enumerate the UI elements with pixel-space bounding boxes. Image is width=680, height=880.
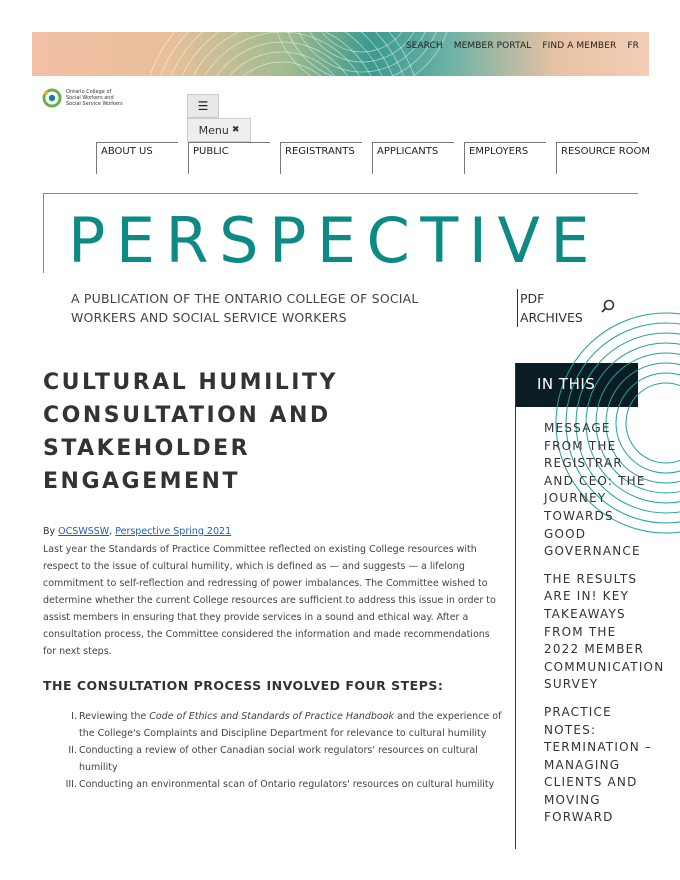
publication-title: PERSPECTIVE (68, 204, 601, 277)
nav-registrants[interactable]: REGISTRANTS (280, 142, 362, 174)
nav-public[interactable]: PUBLIC (188, 142, 270, 174)
step-number: II. (68, 745, 77, 756)
sidebar-divider (515, 363, 516, 849)
sidebar-heading: IN THIS (537, 375, 596, 393)
search-icon[interactable] (600, 299, 616, 315)
top-link-language[interactable]: FR (627, 41, 639, 51)
top-link-member-portal[interactable]: MEMBER PORTAL (453, 41, 532, 51)
top-banner-bar (32, 32, 649, 76)
consultation-steps-list (63, 708, 503, 793)
logo-text: Ontario College of Social Workers and Social Service Workers (66, 89, 123, 107)
publication-subtitle: A PUBLICATION OF THE ONTARIO COLLEGE OF SOCIAL WORKERS AND SOCIAL SERVICE WORKERS (71, 291, 419, 325)
hamburger-menu-button[interactable] (187, 94, 219, 118)
nav-applicants[interactable]: APPLICANTS (372, 142, 454, 174)
sidebar-article-link[interactable]: THE RESULTS ARE IN! KEY TAKEAWAYS FROM THE 2022 MEMBER COMMUNICATION SURVEY (544, 571, 665, 692)
college-logo-icon (42, 88, 62, 108)
step-number: I. (71, 711, 77, 722)
nav-about-us[interactable]: ABOUT US (96, 142, 178, 174)
section-heading: THE CONSULTATION PROCESS INVOLVED FOUR STEPS: (43, 678, 444, 693)
author-link[interactable]: OCSWSSW (58, 526, 110, 537)
step-text: Conducting a review of other Canadian social work regulators' resources on cultural humility (79, 745, 478, 773)
issue-link[interactable]: Perspective Spring 2021 (115, 526, 232, 537)
top-link-search[interactable]: SEARCH (405, 41, 443, 51)
menu-close-button[interactable] (187, 118, 251, 142)
site-logo[interactable] (42, 88, 126, 108)
article-title: CULTURAL HUMILITY CONSULTATION AND STAKEHOLDER ENGAGEMENT (43, 370, 338, 494)
article-body: Last year the Standards of Practice Committee reflected on existing College resources with respect to the issue of cultural humility, which is defined as — and suggests — a lifelong commitment to self-reflection and redressing of power imbalances. The Committee wished to determine whether the current College resources are sufficient to address this issue in order to assist members in ensuring that they provide services in a sound and ethical way. After a consultation process, the Committee considered the information and made recommendations for next steps. (43, 544, 496, 657)
list-item (63, 742, 503, 776)
pdf-archives-link[interactable] (517, 289, 583, 327)
top-link-find-member[interactable]: FIND A MEMBER (542, 41, 617, 51)
sidebar-article-list (544, 420, 665, 837)
sidebar-article-link[interactable]: PRACTICE NOTES: TERMINATION – MANAGING CLIENTS AND MOVING FORWARD (544, 704, 653, 825)
nav-employers[interactable]: EMPLOYERS (464, 142, 546, 174)
hamburger-icon: ☰ (197, 99, 209, 113)
list-item (63, 708, 503, 742)
sidebar-heading-panel (516, 363, 638, 407)
byline-separator: , (109, 526, 116, 537)
step-number: III. (65, 779, 77, 790)
archives-label: ARCHIVES (520, 310, 583, 325)
step-text: Conducting an environmental scan of Ontario regulators' resources on cultural humility (79, 779, 495, 790)
nav-resource-room[interactable]: RESOURCE ROOM (556, 142, 638, 174)
menu-label: Menu (198, 123, 229, 137)
step-text: Reviewing the (79, 711, 150, 722)
pdf-label: PDF (520, 291, 545, 306)
list-item (63, 776, 503, 793)
step-emphasis: Code of Ethics and Standards of Practice Handbook (149, 711, 395, 722)
sidebar-article-link[interactable]: MESSAGE FROM THE REGISTRAR AND CEO: THE JOURNEY TOWARDS GOOD GOVERNANCE (544, 421, 646, 559)
wave-pattern-decoration (32, 32, 649, 76)
close-icon: ✖ (231, 125, 240, 135)
byline-prefix: By (43, 526, 59, 537)
article-byline (43, 526, 231, 537)
step-text-end: and the experience of the College's Complaints and Discipline Department for relevance to cultural humility (79, 711, 502, 739)
